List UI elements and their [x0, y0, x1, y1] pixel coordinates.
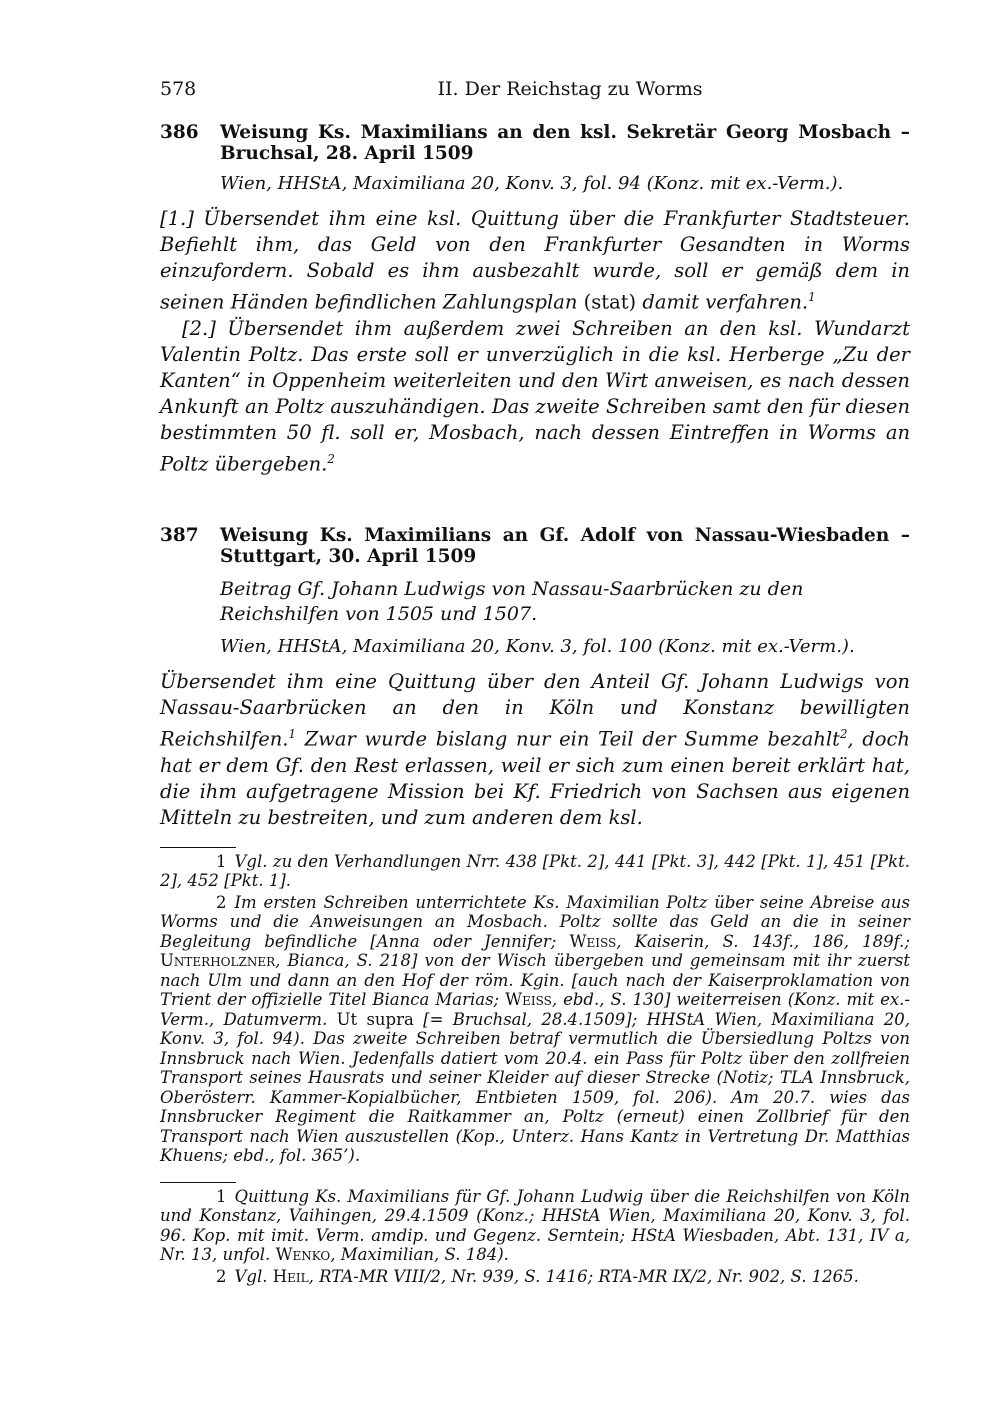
footnote-386-2: 2 Im ersten Schreiben unterrichtete Ks. Maximilian Poltz über seine Abreise aus Worms und die Anweisungen an Mosbach. Poltz sollte das Geld an die in seiner Begleitung befindliche [Anna oder Jennifer; Weiss, Kaiserin, S. 143f., 186, 189f.; Unterholzner, Bianca, S. 218] von der Wisch übergeben und gemeinsam mit ihr zuerst nach Ulm und dann an den Hof der röm. Kgin. [auch nach der Kaiserproklamation von Trient der offizielle Titel Bianca Marias; Weiss, ebd., S. 130] weiterreisen (Konz. mit ex.-Verm., Datumverm. Ut supra [= Bruchsal, 28.4.1509]; HHStA Wien, Maximiliana 20, Konv. 3, fol. 94). Das zweite Schreiben betraf vermutlich die Übersiedlung Poltzs von Innsbruck nach Wien. Jedenfalls datiert vom 20.4. ein Pass für Poltz über den zollfreien Transport seines Hausrats und seiner Kleider auf dieser Strecke (Notiz; TLA Innsbruck, Oberösterr. Kammer-Kopialbücher, Entbieten 1509, fol. 206). Am 20.7. wies das Innsbrucker Regiment die Raitkammer an, Poltz (erneut) einen Zollbrief für den Transport nach Wien auszustellen (Kop., Unterz. Hans Kantz in Vertretung Dr. Matthias Khuens; ebd., fol. 365’). — [160, 892, 911, 1165]
footnote-rule — [160, 847, 236, 848]
regest-paragraph: Übersendet ihm eine Quittung über den Anteil Gf. Johann Ludwigs von Nassau-Saarbrücken an den in Köln und Konstanz bewilligten Reichshilfen.$^1$ Zwar wurde bislang nur ein Teil der Summe bezahlt$^2$, doch hat er dem Gf. den Rest erlassen, weil er sich zum einen bereit erklärt hat, die ihm aufgetragene Mission bei Kf. Friedrich von Sachsen aus eigenen Mitteln zu bestreiten, und zum anderen dem ksl. — [160, 670, 910, 829]
regest-paragraph-2: [2.] Übersendet ihm außerdem zwei Schreiben an den ksl. Wundarzt Valentin Poltz. Das erste soll er unverzüglich in die ksl. Herberge „Zu der Kanten“ in Oppenheim weiterleiten und den Wirt anweisen, es nach dessen Ankunft an Poltz auszuhändigen. Das zweite Schreiben samt den für diesen bestimmten 50 fl. soll er, Mosbach, nach dessen Eintreffen in Worms an Poltz übergeben.$^2$ — [160, 316, 910, 475]
entry-title: Weisung Ks. Maximilians an Gf. Adolf von Nassau-Wiesbaden – Stuttgart, 30. April 1509 — [220, 525, 910, 567]
document-page — [160, 78, 910, 1288]
footnote-ref: 1 — [288, 727, 296, 741]
footnote-ref: 1 — [808, 290, 816, 304]
footnote-ref: 2 — [327, 451, 335, 466]
entry-387-source: Wien, HHStA, Maximiliana 20, Konv. 3, fol. 100 (Konz. mit ex.-Verm.). — [220, 636, 855, 657]
entry-387-regest — [160, 669, 910, 831]
entry-387-heading — [160, 525, 910, 567]
footnote-387-2: 2 Vgl. Heil, RTA-MR VIII/2, Nr. 939, S. 1416; RTA-MR IX/2, Nr. 902, S. 1265. — [216, 1266, 859, 1286]
entry-386-source: Wien, HHStA, Maximiliana 20, Konv. 3, fol. 94 (Konz. mit ex.-Verm.). — [220, 173, 844, 194]
entry-386-heading — [160, 122, 910, 164]
running-header — [160, 78, 910, 108]
regest-paragraph-1: [1.] Übersendet ihm eine ksl. Quittung über die Frankfurter Stadtsteuer. Befiehlt ihm, das Geld von den Frankfurter Gesandten in Worms einzufordern. Sobald es ihm ausbezahlt wurde, soll er gemäß dem in seinen Händen befindlichen Zahlungsplan (stat) damit verfahren.$^1$ — [160, 207, 910, 314]
footnote-387-1: 1 Quittung Ks. Maximilians für Gf. Johann Ludwig über die Reichshilfen von Köln und Konstanz, Vaihingen, 29.4.1509 (Konz.; HHStA Wien, Maximiliana 20, Konv. 3, fol. 96. Kop. mit imit. Verm. amdip. und Gegenz. Serntein; HStA Wiesbaden, Abt. 131, IV a, Nr. 13, unfol. Wenko, Maximilian, S. 184). — [160, 1186, 910, 1264]
footnote-rule — [160, 1182, 236, 1183]
entry-title: Weisung Ks. Maximilians an den ksl. Sekretär Georg Mosbach – Bruchsal, 28. April 1509 — [220, 122, 910, 164]
page-number: 578 — [160, 78, 197, 100]
footnote-ref: 2 — [839, 727, 848, 741]
entry-387-subject: Beitrag Gf. Johann Ludwigs von Nassau-Saarbrücken zu den Reichshilfen von 1505 und 1507. — [220, 578, 804, 625]
entry-386-regest — [160, 206, 910, 477]
running-title: II. Der Reichstag zu Worms — [437, 78, 703, 100]
footnote-386-1: 1 Vgl. zu den Verhandlungen Nrr. 438 [Pkt. 2], 441 [Pkt. 3], 442 [Pkt. 1], 451 [Pkt. 2], 452 [Pkt. 1]. — [160, 851, 910, 890]
entry-number: 387 — [160, 525, 199, 546]
entry-number: 386 — [160, 122, 199, 143]
